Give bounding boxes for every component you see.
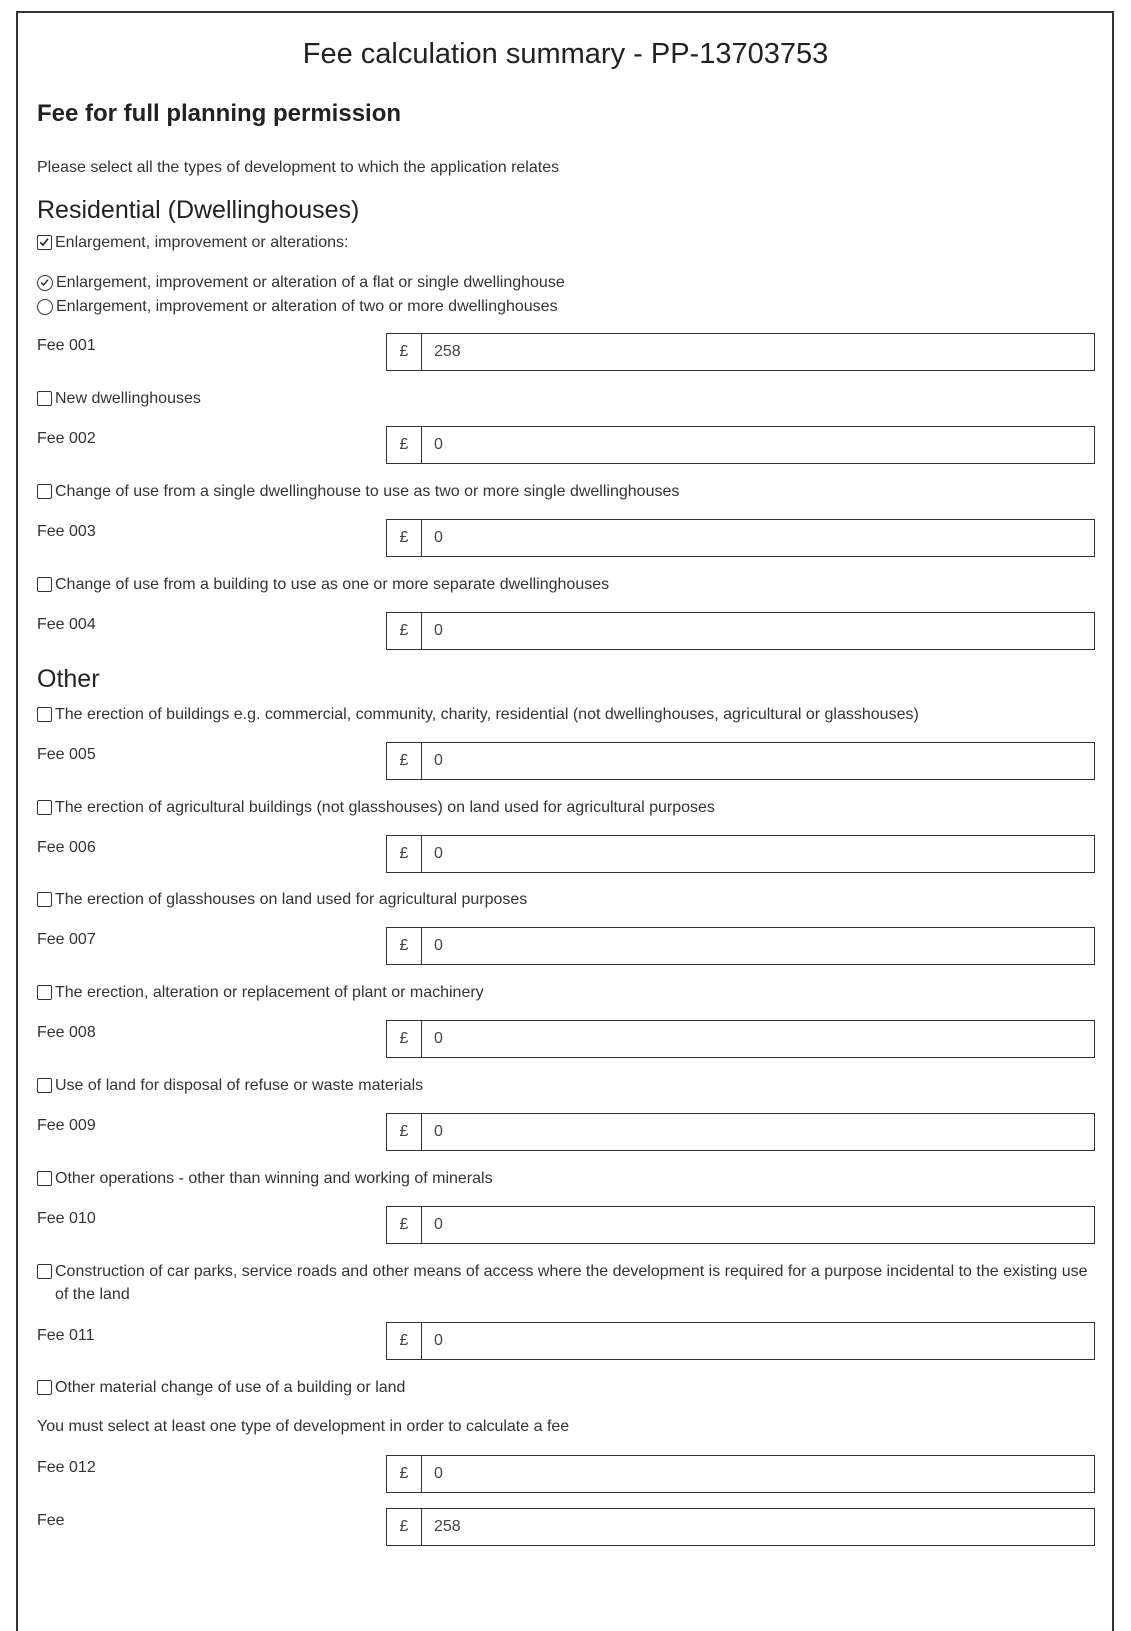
checkbox-unchecked[interactable] bbox=[37, 1380, 52, 1395]
new-dwellings-label: New dwellinghouses bbox=[55, 390, 201, 407]
refuse-option[interactable] bbox=[37, 1077, 423, 1095]
checkbox-unchecked[interactable] bbox=[37, 800, 52, 815]
erection-buildings-label: The erection of buildings e.g. commercial, community, charity, residential (not dwellinghouses, agricultural or glasshouses) bbox=[55, 706, 919, 723]
fee-005-label: Fee 005 bbox=[37, 746, 96, 763]
new-dwellings-option[interactable] bbox=[37, 390, 201, 408]
plant-option[interactable] bbox=[37, 984, 484, 1002]
fee-003-input[interactable] bbox=[386, 519, 1095, 557]
fee-007-value: 0 bbox=[434, 937, 443, 954]
fee-005-input[interactable] bbox=[386, 742, 1095, 780]
currency-prefix: £ bbox=[387, 1509, 422, 1545]
change-building-option[interactable] bbox=[37, 576, 609, 594]
change-single-label: Change of use from a single dwellinghouse to use as two or more single dwellinghouses bbox=[55, 483, 680, 500]
checkbox-unchecked[interactable] bbox=[37, 892, 52, 907]
total-fee-input[interactable] bbox=[386, 1508, 1095, 1546]
fee-008-value: 0 bbox=[434, 1030, 443, 1047]
checkbox-checked[interactable] bbox=[37, 235, 52, 250]
residential-heading: Residential (Dwellinghouses) bbox=[37, 196, 360, 224]
fee-007-input[interactable] bbox=[386, 927, 1095, 965]
fee-004-input[interactable] bbox=[386, 612, 1095, 650]
total-fee-label: Fee bbox=[37, 1512, 65, 1529]
currency-prefix: £ bbox=[387, 1021, 422, 1057]
fee-010-value: 0 bbox=[434, 1216, 443, 1233]
checkbox-unchecked[interactable] bbox=[37, 577, 52, 592]
enlargement-option[interactable] bbox=[37, 234, 348, 252]
erection-buildings-option[interactable] bbox=[37, 706, 919, 724]
change-building-label: Change of use from a building to use as one or more separate dwellinghouses bbox=[55, 576, 610, 593]
refuse-label: Use of land for disposal of refuse or waste materials bbox=[55, 1077, 424, 1094]
other-operations-option[interactable] bbox=[37, 1170, 493, 1188]
checkbox-unchecked[interactable] bbox=[37, 1264, 52, 1279]
agricultural-label: The erection of agricultural buildings (not glasshouses) on land used for agricultural purposes bbox=[55, 799, 715, 816]
radio-check-icon bbox=[38, 276, 51, 289]
fee-009-value: 0 bbox=[434, 1123, 443, 1140]
fee-010-label: Fee 010 bbox=[37, 1210, 96, 1227]
fee-001-value: 258 bbox=[434, 343, 461, 360]
checkbox-unchecked[interactable] bbox=[37, 1078, 52, 1093]
fee-006-value: 0 bbox=[434, 845, 443, 862]
fee-005-value: 0 bbox=[434, 752, 443, 769]
radio-multi-option[interactable] bbox=[37, 298, 558, 316]
currency-prefix: £ bbox=[387, 836, 422, 872]
currency-prefix: £ bbox=[387, 1323, 422, 1359]
fee-008-label: Fee 008 bbox=[37, 1024, 96, 1041]
fee-003-value: 0 bbox=[434, 529, 443, 546]
fee-009-label: Fee 009 bbox=[37, 1117, 96, 1134]
currency-prefix: £ bbox=[387, 1207, 422, 1243]
currency-prefix: £ bbox=[387, 1456, 422, 1492]
page-title: Fee calculation summary - PP-13703753 bbox=[302, 38, 829, 70]
agricultural-option[interactable] bbox=[37, 799, 715, 817]
other-operations-label: Other operations - other than winning and working of minerals bbox=[55, 1170, 493, 1187]
fee-011-label: Fee 011 bbox=[37, 1327, 95, 1344]
checkbox-unchecked[interactable] bbox=[37, 484, 52, 499]
radio-single-label: Enlargement, improvement or alteration of a flat or single dwellinghouse bbox=[56, 274, 565, 291]
fee-004-label: Fee 004 bbox=[37, 616, 96, 633]
fee-006-label: Fee 006 bbox=[37, 839, 96, 856]
glasshouses-label: The erection of glasshouses on land used for agricultural purposes bbox=[55, 891, 528, 908]
fee-009-input[interactable] bbox=[386, 1113, 1095, 1151]
currency-prefix: £ bbox=[387, 427, 422, 463]
checkbox-unchecked[interactable] bbox=[37, 1171, 52, 1186]
checkbox-unchecked[interactable] bbox=[37, 391, 52, 406]
fee-004-value: 0 bbox=[434, 622, 443, 639]
fee-002-input[interactable] bbox=[386, 426, 1095, 464]
fee-007-label: Fee 007 bbox=[37, 931, 96, 948]
currency-prefix: £ bbox=[387, 1114, 422, 1150]
section-heading: Fee for full planning permission bbox=[37, 100, 402, 127]
change-single-option[interactable] bbox=[37, 483, 679, 501]
fee-002-label: Fee 002 bbox=[37, 430, 96, 447]
fee-011-value: 0 bbox=[434, 1332, 443, 1349]
validation-note: You must select at least one type of development in order to calculate a fee bbox=[37, 1418, 570, 1435]
total-fee-value: 258 bbox=[434, 1518, 461, 1535]
radio-multi-label: Enlargement, improvement or alteration of two or more dwellinghouses bbox=[56, 298, 558, 315]
car-parks-label: Construction of car parks, service roads and other means of access where the development is required for a purpose incidental to the existing use of the land bbox=[55, 1263, 1088, 1303]
fee-012-value: 0 bbox=[434, 1465, 443, 1482]
fee-011-input[interactable] bbox=[386, 1322, 1095, 1360]
intro-text: Please select all the types of development to which the application relates bbox=[37, 159, 560, 176]
radio-selected[interactable] bbox=[37, 275, 53, 291]
fee-008-input[interactable] bbox=[386, 1020, 1095, 1058]
fee-002-value: 0 bbox=[434, 436, 443, 453]
material-change-label: Other material change of use of a building or land bbox=[55, 1379, 406, 1396]
currency-prefix: £ bbox=[387, 928, 422, 964]
car-parks-option[interactable] bbox=[37, 1260, 1095, 1306]
material-change-option[interactable] bbox=[37, 1379, 405, 1397]
fee-012-label: Fee 012 bbox=[37, 1459, 96, 1476]
currency-prefix: £ bbox=[387, 743, 422, 779]
glasshouses-option[interactable] bbox=[37, 891, 527, 909]
radio-single-option[interactable] bbox=[37, 274, 565, 292]
currency-prefix: £ bbox=[387, 334, 422, 370]
checkmark-icon bbox=[38, 236, 50, 248]
fee-001-label: Fee 001 bbox=[37, 337, 96, 354]
plant-label: The erection, alteration or replacement of plant or machinery bbox=[55, 984, 484, 1001]
currency-prefix: £ bbox=[387, 613, 422, 649]
currency-prefix: £ bbox=[387, 520, 422, 556]
enlargement-label: Enlargement, improvement or alterations: bbox=[55, 234, 349, 251]
fee-012-input[interactable] bbox=[386, 1455, 1095, 1493]
radio-unselected[interactable] bbox=[37, 299, 53, 315]
fee-001-input[interactable] bbox=[386, 333, 1095, 371]
fee-006-input[interactable] bbox=[386, 835, 1095, 873]
checkbox-unchecked[interactable] bbox=[37, 707, 52, 722]
other-heading: Other bbox=[37, 665, 100, 693]
checkbox-unchecked[interactable] bbox=[37, 985, 52, 1000]
fee-003-label: Fee 003 bbox=[37, 523, 96, 540]
fee-010-input[interactable] bbox=[386, 1206, 1095, 1244]
